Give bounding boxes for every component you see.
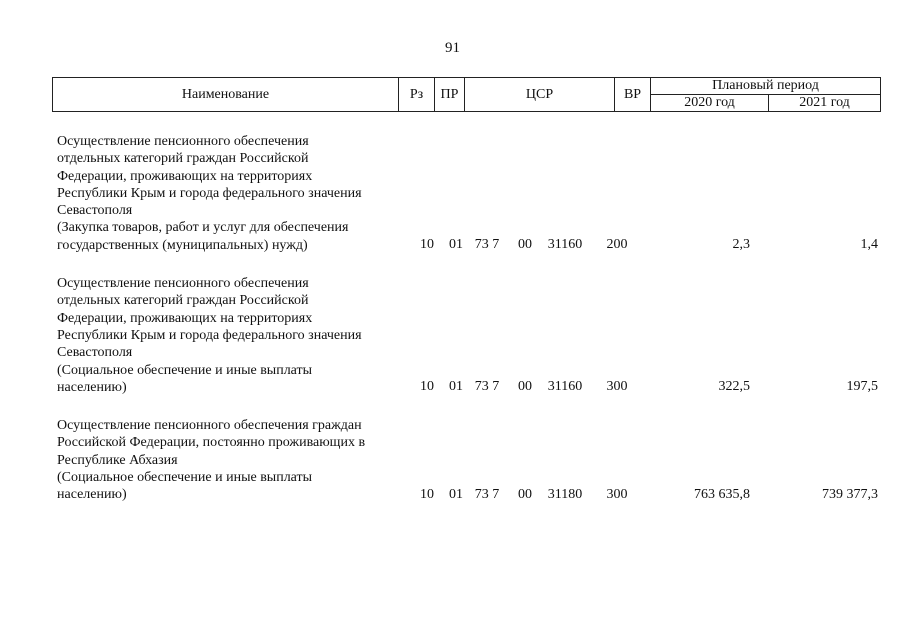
header-year-2021: 2021 год: [769, 95, 881, 112]
name-line: отдельных категорий граждан Российской: [57, 151, 309, 167]
cell-rz: 10: [420, 379, 434, 395]
cell-csr-sub: 00: [518, 237, 532, 253]
cell-csr-direction: 31180: [547, 486, 583, 502]
cell-2020: 763 635,8: [694, 486, 750, 502]
cell-2020: 322,5: [718, 379, 750, 395]
name-line: Осуществление пенсионного обеспечения: [57, 276, 309, 292]
header-year-2020: 2020 год: [651, 95, 769, 112]
header-pr: ПР: [435, 78, 465, 112]
table-row: [52, 275, 880, 396]
cell-2020: 2,3: [732, 237, 750, 253]
cell-vr: 300: [606, 486, 628, 502]
header-name: Наименование: [53, 78, 399, 112]
header-csr: ЦСР: [465, 78, 615, 112]
table-row: [52, 417, 880, 503]
cell-csr-sub: 00: [518, 486, 532, 502]
cell-csr-direction: 31160: [547, 237, 583, 253]
name-line: Федерации, проживающих на территориях: [57, 168, 313, 184]
row-codes: [52, 236, 880, 254]
cell-vr: 200: [606, 237, 628, 253]
table-header: [52, 77, 881, 112]
name-line: Республики Крым и города федерального значения: [57, 185, 362, 201]
row-codes: [52, 486, 880, 504]
name-line: населению): [57, 487, 127, 503]
name-line: Республики Крым и города федерального значения: [57, 327, 362, 343]
name-line: государственных (муниципальных) нужд): [57, 237, 308, 253]
name-line: Севастополя: [57, 203, 133, 219]
name-line: (Социальное обеспечение и иные выплаты: [57, 470, 313, 486]
name-line: Осуществление пенсионного обеспечения: [57, 134, 309, 149]
cell-rz: 10: [420, 237, 434, 253]
name-line: Осуществление пенсионного обеспечения граждан: [57, 418, 362, 434]
page-number: 91: [445, 40, 460, 56]
cell-csr-program: 73 7: [474, 379, 500, 395]
table-body: [52, 133, 880, 525]
header-rz: Рз: [399, 78, 435, 112]
name-line: (Закупка товаров, работ и услуг для обеспечения: [57, 220, 349, 236]
cell-pr: 01: [449, 379, 463, 395]
cell-rz: 10: [420, 486, 434, 502]
cell-csr-program: 73 7: [474, 486, 500, 502]
cell-vr: 300: [606, 379, 628, 395]
header-vr: ВР: [615, 78, 651, 112]
cell-csr-direction: 31160: [547, 379, 583, 395]
cell-csr-program: 73 7: [474, 237, 500, 253]
name-line: (Социальное обеспечение и иные выплаты: [57, 362, 313, 378]
cell-2021: 197,5: [846, 379, 878, 395]
header-plan-period: Плановый период: [651, 78, 881, 95]
cell-2021: 1,4: [860, 237, 878, 253]
cell-2021: 739 377,3: [822, 486, 878, 502]
cell-pr: 01: [449, 237, 463, 253]
cell-csr-sub: 00: [518, 379, 532, 395]
name-line: Республике Абхазия: [57, 452, 178, 468]
name-line: Федерации, проживающих на территориях: [57, 310, 313, 326]
table-row: [52, 133, 880, 254]
name-line: населению): [57, 379, 127, 395]
name-line: отдельных категорий граждан Российской: [57, 293, 309, 309]
name-line: Российской Федерации, постоянно проживающих в: [57, 435, 366, 451]
cell-pr: 01: [449, 486, 463, 502]
name-line: Севастополя: [57, 345, 133, 361]
row-codes: [52, 378, 880, 396]
